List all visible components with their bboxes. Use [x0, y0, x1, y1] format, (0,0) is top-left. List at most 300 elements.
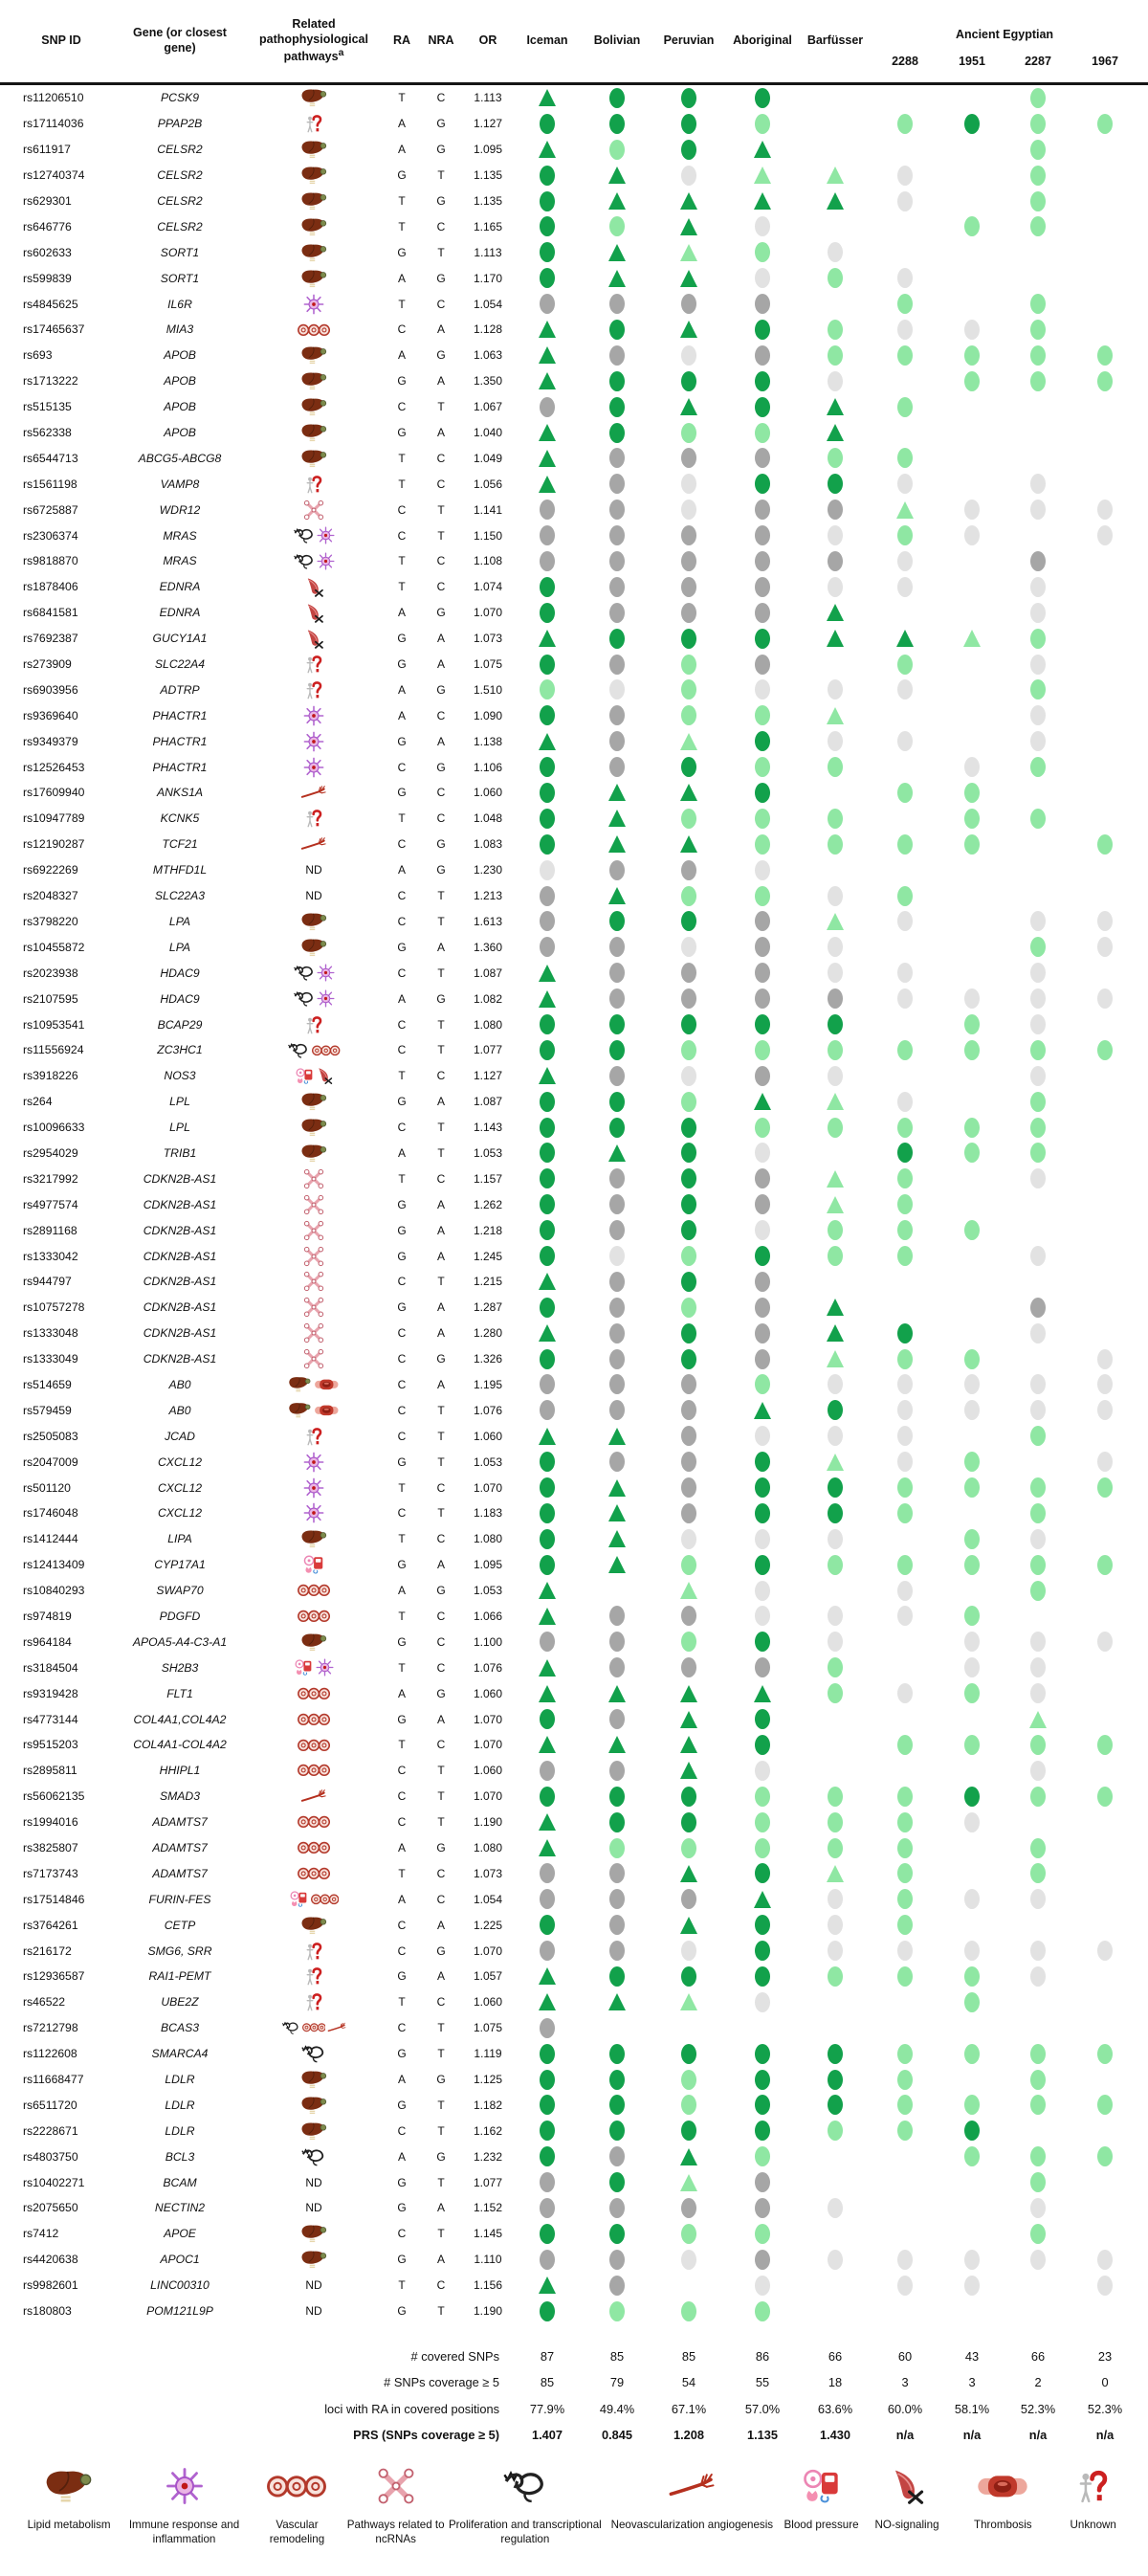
coverage-circle-symbol [828, 1220, 843, 1240]
coverage-circle-symbol [828, 679, 843, 700]
coverage-triangle-symbol [539, 1428, 556, 1445]
odds-ratio: 1.040 [473, 426, 503, 440]
coverage-cell-egyptian-2288 [871, 963, 939, 983]
coverage-circle-symbol [1030, 2250, 1046, 2270]
coverage-cell-aboriginal [725, 1657, 800, 1677]
immune-response-icon [317, 526, 335, 544]
coverage-cell-bolivian [582, 1889, 652, 1909]
coverage-cell-egyptian-2288 [871, 2250, 939, 2270]
coverage-circle-symbol [1030, 655, 1046, 675]
coverage-cell-egyptian-2287 [1004, 474, 1071, 494]
nra-allele: C [436, 1995, 446, 2010]
table-row [0, 1886, 1148, 1912]
coverage-circle-symbol [540, 603, 555, 623]
coverage-triangle-symbol [539, 1813, 556, 1831]
coverage-cell-aboriginal [725, 1374, 800, 1394]
coverage-cell-egyptian-2288 [871, 1092, 939, 1112]
ra-allele: C [397, 528, 407, 543]
coverage-cell-iceman [513, 1194, 582, 1214]
coverage-cell-egyptian-1951 [939, 1477, 1004, 1498]
gene-name: BCAM [163, 2175, 197, 2189]
snp-id: rs12413409 [23, 1558, 85, 1572]
snp-id: rs1713222 [23, 374, 78, 389]
coverage-circle-symbol [609, 963, 625, 983]
ncrna-icon [303, 1168, 324, 1189]
coverage-cell-aboriginal [725, 2276, 800, 2296]
gene-name: VAMP8 [160, 477, 200, 491]
coverage-cell-aboriginal [725, 2146, 800, 2166]
coverage-cell-egyptian-2288 [871, 1040, 939, 1060]
coverage-cell-aboriginal [725, 1503, 800, 1523]
coverage-cell-egyptian-2287 [1004, 371, 1071, 391]
coverage-circle-symbol [755, 242, 770, 262]
coverage-cell-egyptian-1951 [939, 500, 1004, 520]
coverage-circle-symbol [1097, 2044, 1113, 2064]
snp-id: rs602633 [23, 245, 72, 259]
odds-ratio: 1.053 [473, 1145, 503, 1160]
coverage-cell-peruvian [652, 448, 725, 468]
coverage-circle-symbol [609, 1246, 625, 1266]
thrombosis-icon [314, 1379, 340, 1390]
coverage-cell-barfusser [800, 757, 871, 777]
coverage-circle-symbol [681, 1452, 696, 1472]
summary-value-egyptian-1967: 52.3% [1087, 2401, 1123, 2416]
snp-id: rs12190287 [23, 837, 85, 852]
coverage-triangle-symbol [539, 424, 556, 441]
gene-name: UBE2Z [161, 1995, 199, 2010]
coverage-circle-symbol [828, 371, 843, 391]
table-row [0, 1037, 1148, 1063]
ra-allele: C [397, 1429, 407, 1443]
coverage-circle-symbol [540, 809, 555, 829]
odds-ratio: 1.073 [473, 1866, 503, 1880]
coverage-circle-symbol [828, 1503, 843, 1523]
odds-ratio: 1.230 [473, 863, 503, 877]
nra-allele: G [436, 143, 446, 157]
table-row [0, 2041, 1148, 2067]
table-row [0, 1475, 1148, 1500]
ra-allele: T [398, 2278, 406, 2293]
coverage-cell-bolivian [582, 2250, 652, 2270]
coverage-circle-symbol [828, 1374, 843, 1394]
ra-allele: C [397, 1377, 407, 1391]
ncrna-icon [303, 1220, 324, 1241]
coverage-cell-peruvian [652, 114, 725, 134]
snp-id: rs2107595 [23, 991, 78, 1006]
unknown-icon [304, 1426, 323, 1447]
odds-ratio: 1.110 [474, 2253, 502, 2267]
coverage-cell-peruvian [652, 2198, 725, 2218]
coverage-cell-egyptian-1951 [939, 783, 1004, 803]
pathway-icons [243, 1166, 385, 1191]
ra-allele: G [397, 374, 407, 389]
coverage-circle-symbol [755, 2276, 770, 2296]
summary-row [0, 2395, 1148, 2422]
vascular-remodeling-icon [311, 1893, 339, 1906]
coverage-circle-symbol [540, 1477, 555, 1498]
coverage-circle-symbol [609, 1323, 625, 1344]
coverage-triangle-symbol [827, 1170, 844, 1188]
no-signaling-icon [304, 577, 324, 597]
coverage-circle-symbol [681, 963, 696, 983]
coverage-circle-symbol [540, 834, 555, 855]
coverage-cell-iceman [513, 705, 582, 725]
coverage-circle-symbol [609, 1966, 625, 1987]
snp-id: rs693 [23, 348, 53, 363]
coverage-cell-peruvian [652, 860, 725, 880]
coverage-cell-egyptian-2287 [1004, 757, 1071, 777]
coverage-circle-symbol [540, 1941, 555, 1961]
coverage-triangle-symbol [539, 321, 556, 338]
coverage-circle-symbol [897, 191, 913, 211]
coverage-cell-barfusser [800, 268, 871, 288]
coverage-cell-aboriginal [725, 1452, 800, 1472]
col-group-ancient-egyptian [871, 0, 1138, 82]
coverage-circle-symbol [964, 2276, 980, 2296]
coverage-cell-aboriginal [725, 1555, 800, 1575]
pathway-icons [243, 1243, 385, 1269]
coverage-circle-symbol [964, 371, 980, 391]
ra-allele: G [397, 1095, 407, 1109]
coverage-cell-peruvian [652, 1941, 725, 1961]
coverage-cell-aboriginal [725, 2301, 800, 2321]
pathway-icons [243, 420, 385, 446]
vascular-remodeling-icon [298, 1686, 330, 1701]
coverage-cell-peruvian [652, 1993, 725, 2010]
coverage-circle-symbol [1030, 2146, 1046, 2166]
coverage-cell-bolivian [582, 1066, 652, 1086]
odds-ratio: 1.138 [473, 734, 503, 748]
coverage-circle-symbol [1097, 2095, 1113, 2115]
coverage-cell-bolivian [582, 757, 652, 777]
coverage-cell-egyptian-1951 [939, 757, 1004, 777]
coverage-triangle-symbol [680, 784, 697, 801]
coverage-circle-symbol [681, 474, 696, 494]
nra-allele: C [436, 297, 446, 311]
coverage-circle-symbol [1030, 911, 1046, 931]
table-row [0, 1321, 1148, 1346]
coverage-circle-symbol [897, 448, 913, 468]
coverage-circle-symbol [681, 911, 696, 931]
coverage-circle-symbol [964, 345, 980, 366]
snp-id: rs6511720 [23, 2098, 77, 2112]
coverage-cell-egyptian-1967 [1071, 500, 1138, 520]
gene-name: CDKN2B-AS1 [143, 1326, 217, 1341]
coverage-circle-symbol [681, 1426, 696, 1446]
snp-id: rs514659 [23, 1377, 72, 1391]
snp-id: rs9515203 [23, 1738, 78, 1752]
nra-allele: C [436, 1532, 446, 1546]
odds-ratio: 1.075 [473, 657, 503, 672]
coverage-cell-bolivian [582, 2172, 652, 2192]
nra-allele: C [436, 1738, 446, 1752]
pathway-icons [243, 2067, 385, 2093]
coverage-cell-egyptian-2287 [1004, 1118, 1071, 1138]
odds-ratio: 1.070 [473, 606, 503, 620]
coverage-cell-barfusser [800, 1503, 871, 1523]
odds-ratio: 1.076 [473, 1660, 503, 1675]
coverage-cell-aboriginal [725, 141, 800, 158]
proliferation-icon [293, 526, 316, 544]
snp-id: rs6544713 [23, 451, 78, 465]
table-row [0, 1449, 1148, 1475]
coverage-cell-peruvian [652, 629, 725, 649]
coverage-cell-peruvian [652, 835, 725, 853]
coverage-cell-iceman [513, 321, 582, 338]
coverage-circle-symbol [828, 577, 843, 597]
thrombosis-icon [314, 1405, 340, 1416]
coverage-cell-iceman [513, 1632, 582, 1652]
coverage-circle-symbol [755, 371, 770, 391]
coverage-cell-egyptian-2287 [1004, 1838, 1071, 1858]
coverage-circle-symbol [681, 705, 696, 725]
coverage-circle-symbol [755, 551, 770, 571]
summary-value-egyptian-2288: 3 [901, 2375, 909, 2390]
nra-allele: C [436, 811, 446, 826]
lipid-metabolism-icon [300, 2223, 328, 2244]
nra-allele: T [437, 245, 445, 259]
coverage-circle-symbol [828, 1889, 843, 1909]
ra-allele: T [398, 580, 406, 594]
ra-allele: A [397, 2149, 406, 2164]
coverage-cell-bolivian [582, 1685, 652, 1702]
coverage-circle-symbol [828, 1606, 843, 1626]
coverage-cell-egyptian-2287 [1004, 705, 1071, 725]
coverage-circle-symbol [1097, 1400, 1113, 1420]
coverage-circle-symbol [1030, 320, 1046, 340]
coverage-circle-symbol [540, 114, 555, 134]
coverage-circle-symbol [681, 1246, 696, 1266]
coverage-cell-bolivian [582, 2301, 652, 2321]
ra-allele: C [397, 1789, 407, 1804]
coverage-triangle-symbol [827, 1299, 844, 1316]
coverage-triangle-symbol [754, 167, 771, 184]
coverage-cell-aboriginal [725, 1761, 800, 1781]
coverage-cell-aboriginal [725, 937, 800, 957]
gene-name: BCAP29 [157, 1017, 203, 1032]
coverage-circle-symbol [755, 1040, 770, 1060]
coverage-circle-symbol [540, 2198, 555, 2218]
coverage-triangle-symbol [680, 2148, 697, 2165]
table-row [0, 2273, 1148, 2298]
coverage-circle-symbol [681, 1323, 696, 1344]
coverage-circle-symbol [540, 551, 555, 571]
pathway-icons [243, 1964, 385, 1989]
snp-id: rs646776 [23, 219, 72, 233]
coverage-cell-bolivian [582, 140, 652, 160]
coverage-cell-peruvian [652, 1426, 725, 1446]
snp-id: rs2306374 [23, 528, 78, 543]
coverage-cell-bolivian [582, 1479, 652, 1497]
coverage-circle-symbol [609, 2121, 625, 2141]
coverage-cell-peruvian [652, 218, 725, 235]
coverage-circle-symbol [897, 1812, 913, 1832]
summary-value-barfusser: 63.6% [817, 2401, 853, 2416]
coverage-cell-egyptian-2288 [871, 474, 939, 494]
coverage-circle-symbol [755, 448, 770, 468]
gene-name: TCF21 [162, 837, 198, 852]
coverage-cell-peruvian [652, 603, 725, 623]
coverage-circle-symbol [755, 1581, 770, 1601]
coverage-circle-symbol [609, 1632, 625, 1652]
gene-name: POM121L9P [146, 2304, 213, 2319]
coverage-triangle-symbol [754, 1402, 771, 1419]
coverage-cell-bolivian [582, 192, 652, 210]
gene-name: HDAC9 [160, 991, 200, 1006]
odds-ratio: 1.063 [473, 348, 503, 363]
coverage-circle-symbol [609, 1272, 625, 1292]
coverage-cell-barfusser [800, 474, 871, 494]
coverage-triangle-symbol [827, 424, 844, 441]
odds-ratio: 1.143 [473, 1121, 503, 1135]
coverage-circle-symbol [681, 371, 696, 391]
pathway-icons [243, 2298, 385, 2324]
coverage-circle-symbol [540, 1194, 555, 1214]
coverage-cell-egyptian-2288 [871, 1477, 939, 1498]
coverage-cell-egyptian-1951 [939, 1606, 1004, 1626]
coverage-cell-egyptian-1967 [1071, 1349, 1138, 1369]
nra-allele: T [437, 168, 445, 183]
snp-id: rs964184 [23, 1634, 72, 1649]
coverage-cell-egyptian-2287 [1004, 1143, 1071, 1163]
legend-label: Thrombosis [974, 2519, 1032, 2532]
coverage-cell-barfusser [800, 1941, 871, 1961]
coverage-triangle-symbol [608, 1556, 626, 1573]
snp-id: rs7412 [23, 2227, 59, 2241]
coverage-circle-symbol [681, 1118, 696, 1138]
proliferation-icon [281, 2020, 300, 2035]
coverage-cell-bolivian [582, 474, 652, 494]
coverage-cell-egyptian-2287 [1004, 1941, 1071, 1961]
coverage-cell-iceman [513, 809, 582, 829]
table-row [0, 1578, 1148, 1604]
nra-allele: A [436, 657, 445, 672]
summary-value-egyptian-1951: 3 [968, 2375, 976, 2390]
coverage-cell-iceman [513, 834, 582, 855]
coverage-circle-symbol [681, 2095, 696, 2115]
coverage-triangle-symbol [680, 192, 697, 210]
table-row [0, 1063, 1148, 1089]
table-row [0, 522, 1148, 548]
odds-ratio: 1.225 [473, 1918, 503, 1932]
coverage-circle-symbol [755, 1298, 770, 1318]
legend-item-lipid-metabolism [17, 2463, 121, 2546]
coverage-triangle-symbol [539, 346, 556, 364]
coverage-cell-aboriginal [725, 783, 800, 803]
coverage-triangle-symbol [827, 707, 844, 724]
coverage-cell-peruvian [652, 963, 725, 983]
table-row [0, 1989, 1148, 2015]
ra-allele: C [397, 966, 407, 980]
odds-ratio: 1.113 [474, 245, 502, 259]
coverage-circle-symbol [1030, 2172, 1046, 2192]
coverage-cell-bolivian [582, 2095, 652, 2115]
coverage-cell-bolivian [582, 860, 652, 880]
coverage-cell-peruvian [652, 1889, 725, 1909]
summary-value-bolivian: 85 [609, 2348, 625, 2364]
pathway-icons [243, 1629, 385, 1654]
ra-allele: T [398, 297, 406, 311]
unknown-icon [304, 679, 323, 700]
snp-id: rs562338 [23, 426, 72, 440]
coverage-circle-symbol [828, 1966, 843, 1987]
coverage-cell-egyptian-2287 [1004, 911, 1071, 931]
ncrna-icon [303, 500, 324, 521]
gene-name: ADAMTS7 [152, 1866, 208, 1880]
coverage-circle-symbol [828, 1529, 843, 1549]
neovascularization-icon [300, 836, 327, 853]
summary-value-egyptian-1967: n/a [1095, 2428, 1115, 2443]
coverage-cell-aboriginal [725, 1966, 800, 1987]
coverage-circle-symbol [681, 1657, 696, 1677]
coverage-circle-symbol [1097, 1477, 1113, 1498]
coverage-cell-egyptian-2288 [871, 448, 939, 468]
coverage-triangle-symbol [680, 1736, 697, 1753]
coverage-cell-egyptian-1951 [939, 1400, 1004, 1420]
coverage-cell-aboriginal [725, 1323, 800, 1344]
coverage-cell-bolivian [582, 1632, 652, 1652]
legend-label: NO-signaling [874, 2519, 939, 2532]
snp-id: rs2048327 [23, 889, 78, 903]
coverage-cell-aboriginal [725, 2198, 800, 2218]
coverage-cell-egyptian-2288 [871, 2044, 939, 2064]
coverage-circle-symbol [1030, 1683, 1046, 1703]
nra-allele: G [436, 837, 446, 852]
summary-value-peruvian: 54 [681, 2375, 696, 2390]
coverage-triangle-symbol [754, 141, 771, 158]
odds-ratio: 1.075 [473, 2021, 503, 2035]
odds-ratio: 1.073 [473, 632, 503, 646]
gene-name: PHACTR1 [152, 734, 208, 748]
coverage-circle-symbol [1030, 371, 1046, 391]
coverage-circle-symbol [755, 1529, 770, 1549]
coverage-cell-peruvian [652, 1374, 725, 1394]
odds-ratio: 1.135 [473, 194, 503, 208]
coverage-circle-symbol [897, 1966, 913, 1987]
table-row [0, 1295, 1148, 1321]
coverage-cell-iceman [513, 1582, 582, 1599]
coverage-cell-barfusser [800, 630, 871, 647]
pathway-icons [243, 1217, 385, 1243]
coverage-triangle-symbol [754, 1093, 771, 1110]
lipid-metabolism-icon [300, 268, 328, 289]
snp-id: rs2895811 [23, 1764, 77, 1778]
coverage-circle-symbol [609, 937, 625, 957]
coverage-cell-aboriginal [725, 2172, 800, 2192]
coverage-cell-bolivian [582, 679, 652, 700]
odds-ratio: 1.170 [473, 271, 503, 285]
snp-id: rs3217992 [23, 1171, 78, 1186]
nra-allele: G [436, 348, 446, 363]
coverage-circle-symbol [828, 1118, 843, 1138]
gene-name: PHACTR1 [152, 708, 208, 722]
coverage-cell-egyptian-2287 [1004, 679, 1071, 700]
coverage-cell-egyptian-2287 [1004, 500, 1071, 520]
coverage-cell-peruvian [652, 2095, 725, 2115]
pathway-icons [243, 1680, 385, 1706]
coverage-triangle-symbol [754, 192, 771, 210]
ra-allele: C [397, 889, 407, 903]
coverage-circle-symbol [1097, 1349, 1113, 1369]
coverage-circle-symbol [1030, 1400, 1046, 1420]
coverage-triangle-symbol [539, 372, 556, 389]
coverage-cell-bolivian [582, 1504, 652, 1521]
coverage-circle-symbol [681, 937, 696, 957]
coverage-cell-egyptian-2287 [1004, 140, 1071, 160]
coverage-circle-symbol [828, 1066, 843, 1086]
coverage-cell-bolivian [582, 525, 652, 545]
coverage-circle-symbol [897, 1118, 913, 1138]
